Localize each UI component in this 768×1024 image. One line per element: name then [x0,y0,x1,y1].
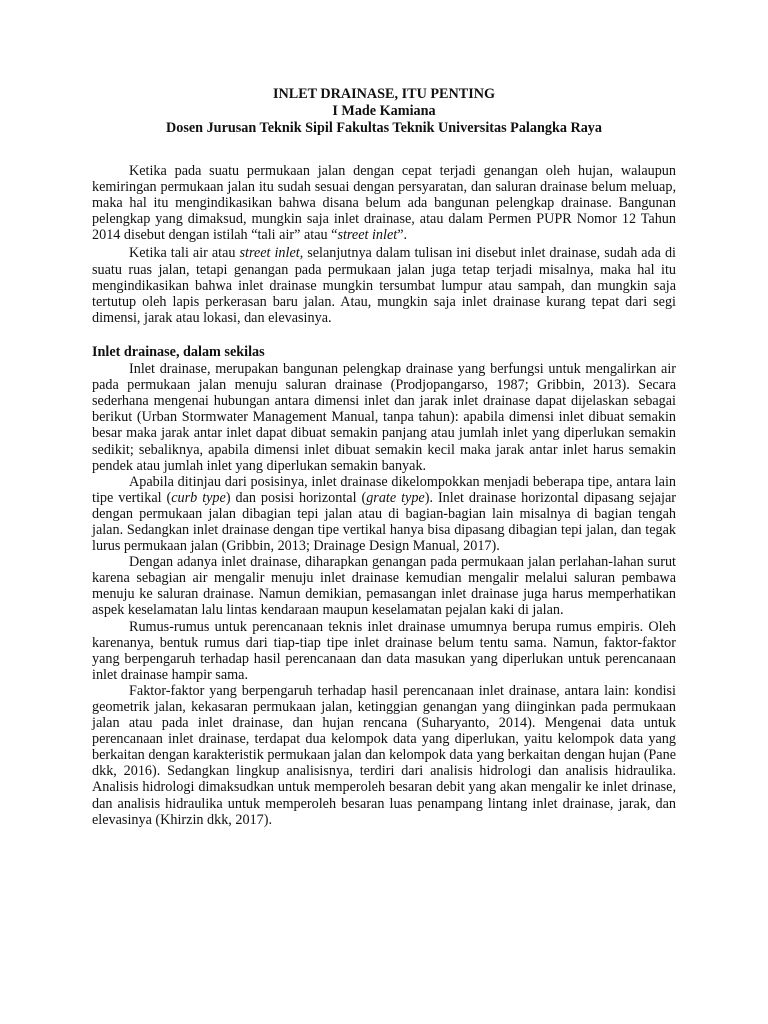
intro-p1-text-a: Ketika pada suatu permukaan jalan dengan cepat terjadi genangan oleh hujan, walaupun kemiringan permukaan jalan itu sudah sesuai dengan persyaratan, dan saluran drainase belum meluap, maka hal itu mengindikasikan bahwa disana belum ada bangunan pelengkap drainase. Bangunan pelengkap yang dimaksud, mungkin saja inlet drainase, atau dalam Permen PUPR Nomor 12 Tahun 2014 disebut dengan istilah “tali air” atau “ [92,163,676,244]
intro-p1-text-b: ”. [397,227,408,244]
section-p2-text-b: ) dan posisi horizontal ( [225,489,367,506]
section-p2-italic-2: grate type [366,489,425,506]
section-paragraph-5: Faktor-faktor yang berpengaruh terhadap hasil perencanaan inlet drainase, antara lain: kondisi geometrik jalan, kekasaran permukaan jalan, ketinggian genangan yang diinginkan pada permukaan jalan atau pada inlet drainase, dan hujan rencana (Suharyanto, 2014). Mengenai data untuk perencanaan inlet drainase, terdapat dua kelompok data yang diperlukan, yaitu kelompok data yang berkaitan dengan karakteristik permukaan jalan dan kelompok data yang berkaitan dengan hujan (Pane dkk, 2016). Sedangkan lingkup analisisnya, terdiri dari analisis hidrologi dan analisis hidraulika. Analisis hidrologi dimaksudkan untuk memperoleh besaran debit yang akan mengalir ke inlet drinase, dan analisis hidraulika untuk memperoleh besaran luas penampang lintang inlet drainase, jarak, dan elevasinya (Khirzin dkk, 2017). [92,682,676,828]
intro-p2-text-b: , selanjutnya dalam tulisan ini disebut inlet drainase, sudah ada di suatu ruas jalan, tetapi genangan pada permukaan jalan juga tetap terjadi misalnya, maka hal itu mengindikasikan bahwa inlet drainase mungkin tersumbat lumpur atau sampah, dan mungkin saja tertutup oleh lapis perkerasan baru jalan. Atau, mungkin saja inlet drainase kurang tepat dari segi dimensi, jarak atau lokasi, dan elevasinya. [92,245,676,326]
author-name: I Made Kamiana [332,103,436,119]
intro-p2-text-a: Ketika tali air atau [129,245,240,262]
document-title: INLET DRAINASE, ITU PENTING [272,86,496,102]
intro-paragraph-1 [92,163,676,243]
section-heading: Inlet drainase, dalam sekilas [92,343,265,360]
section-p2-text-c: ). Inlet drainase horizontal dipasang sejajar dengan permukaan jalan dibagian tepi jalan atau di bagian-bagian lain misalnya di bagian tengah jalan. Sedangkan inlet drainase dengan tipe vertikal hanya bisa dipasang dibagian tepi jalan, dan tegak lurus permukaan jalan (Gribbin, 2013; Drainage Design Manual, 2017). [92,489,676,555]
section-paragraph-3: Dengan adanya inlet drainase, diharapkan genangan pada permukaan jalan perlahan-lahan surut karena sebagian air mengalir menuju inlet drainase kemudian mengalir melalui saluran pembawa menuju ke saluran drainase. Namun demikian, pemasangan inlet drainase juga harus memperhatikan aspek keselamatan lalu lintas kendaraan maupun keselamatan pejalan kaki di jalan. [92,554,676,619]
section-p2-italic-1: curb type [171,489,226,506]
section-paragraph-2 [92,474,676,554]
section-paragraph-4: Rumus-rumus untuk perencanaan teknis inlet drainase umumnya berupa rumus empiris. Oleh karenanya, bentuk rumus dari tiap-tiap tipe inlet drainase belum tentu sama. Namun, faktor-faktor yang berpengaruh terhadap hasil perencanaan dan data masukan yang diperlukan untuk perencanaan inlet drainase hampir sama. [92,618,676,683]
intro-paragraph-2 [92,245,676,325]
document-header [92,86,676,137]
section-paragraph-1: Inlet drainase, merupakan bangunan pelengkap drainase yang berfungsi untuk mengalirkan air pada permukaan jalan menuju saluran drainase (Prodjopangarso, 1987; Gribbin, 2013). Secara sederhana mengenai hubungan antara dimensi inlet dan jarak inlet drainase dapat dijelaskan sebagai berikut (Urban Stormwater Management Manual, tanpa tahun): apabila dimensi inlet dibuat semakin besar maka jarak antar inlet dapat dibuat semakin panjang atau jumlah inlet yang diperlukan semakin sedikit; sebaliknya, apabila dimensi inlet dibuat semakin kecil maka jarak antar inlet harus semakin pendek atau jumlah inlet yang diperlukan semakin banyak. [92,361,676,474]
document-body [92,163,676,828]
intro-p2-italic: street inlet [239,245,300,262]
author-affiliation: Dosen Jurusan Teknik Sipil Fakultas Teknik Universitas Palangka Raya [165,120,602,136]
section-p2-text-a: Apabila ditinjau dari posisinya, inlet drainase dikelompokkan menjadi beberapa tipe, antara lain tipe vertikal ( [92,473,676,506]
intro-p1-italic: street inlet [337,227,398,244]
